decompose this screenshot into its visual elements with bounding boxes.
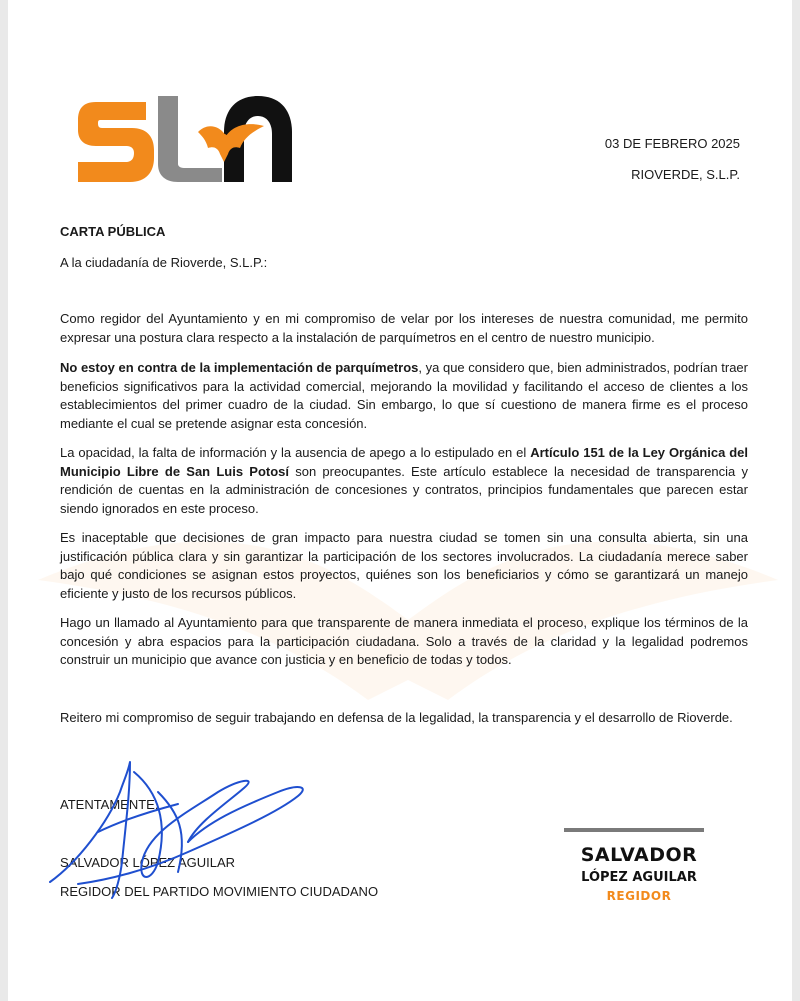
stamp-surname: LÓPEZ AGUILAR [581,870,697,885]
letter-place: RIOVERDE, S.L.P. [631,167,740,182]
stamp-name: SALVADOR [580,844,698,866]
closing: ATENTAMENTE, [60,797,159,812]
paragraph-3-start: La opacidad, la falta de información y la ausencia de apego a lo estipulado en el [60,445,531,460]
paragraph-3-bold: Artículo 151 de la Ley Orgánica del Municipio Libre de San Luis Potosí [60,445,748,479]
paragraph-3-rest: son preocupantes. Este artículo establece la necesidad de transparencia y rendición de cuentas en la administración de concesiones y contratos, principios fundamentales que parecen estar siendo ignorados en este proceso. [60,463,748,516]
handwritten-signature [38,752,318,902]
paragraph-2-rest: , ya que considero que, bien administrados, podrían traer beneficios significativos para la actividad comercial, mejorando la movilidad y facilitando el acceso de clientes a los establecimientos del primer cuadro de la ciudad. Sin embargo, lo que sí cuestiono de manera firme es el proceso mediante el cual se pretende asignar esta concesión. [60,360,748,431]
sln-logo [74,92,296,188]
stamp-bar [564,828,704,832]
letter-date: 03 DE FEBRERO 2025 [604,136,740,151]
paragraph-6: Reitero mi compromiso de seguir trabajando en defensa de la legalidad, la transparencia y el desarrollo de Rioverde. [60,710,733,725]
paragraph-5: Hago un llamado al Ayuntamiento para que transparente de manera inmediata el proceso, explique los términos de la concesión y abra espacios para la participación ciudadana. Solo a través de la claridad y la legalidad podremos construir un municipio que avance con justicia y en beneficio de todas y todos. [60,615,748,667]
paragraph-1: Como regidor del Ayuntamiento y en mi compromiso de velar por los intereses de nuestra comunidad, me permito expresar una postura clara respecto a la instalación de parquímetros en el centro de nuestro municipio. [60,311,748,345]
letter-title: CARTA PÚBLICA [60,224,166,239]
paragraph-2-bold: No estoy en contra de la implementación de parquímetros [60,360,419,375]
paragraph-4: Es inaceptable que decisiones de gran impacto para nuestra ciudad se tomen sin una consulta abierta, sin una justificación pública clara y sin garantizar la participación de los sectores involucrados. La ciudadanía merece saber bajo qué condiciones se asignan estos proyectos, quiénes son los beneficiarios y cómo se garantizará un manejo eficiente y justo de los recursos públicos. [60,530,748,601]
signer-name: SALVADOR LÓPEZ AGUILAR [60,855,236,870]
letter-greeting: A la ciudadanía de Rioverde, S.L.P.: [60,255,268,270]
paragraph-3 [60,444,748,518]
letter-page [8,0,792,1001]
name-stamp [556,826,722,910]
signer-role: REGIDOR DEL PARTIDO MOVIMIENTO CIUDADANO [60,884,379,899]
paragraph-2 [60,359,748,433]
stamp-role: REGIDOR [606,889,672,903]
